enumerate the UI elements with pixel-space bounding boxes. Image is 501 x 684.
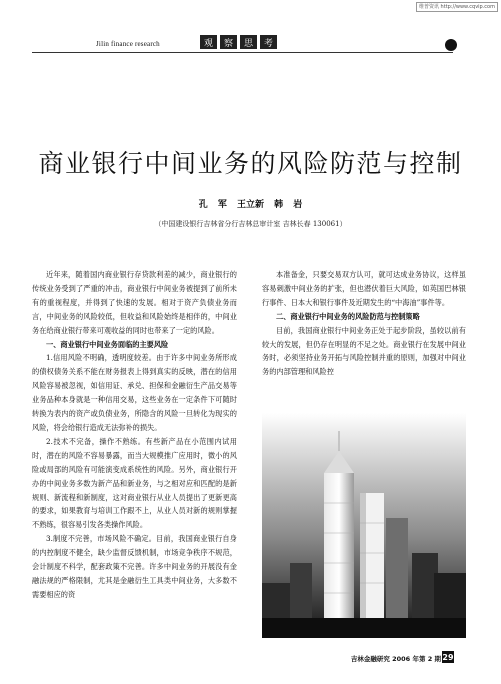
header-rule <box>32 52 453 53</box>
paragraph: 目前，我国商业银行中间业务正处于起步阶段，虽较以前有较大的发展，但仍存在明显的不足之处。商业银行在发展中间业务时，必须坚持业务开拓与风险控制并重的原则，加强对中间业务的内部管理和风险控 <box>262 325 466 377</box>
header-dot-icon <box>445 39 457 51</box>
section-tag: 观 <box>200 35 217 49</box>
left-column <box>32 268 237 602</box>
page-number: 29 <box>442 652 454 662</box>
paragraph: 1.信用风险不明确，透明度较差。由于许多中间业务所形成的债权债务关系不能在财务报表上得到真实的反映，潜在的信用风险容易被忽视，如信用证、承兑、担保和金融衍生产品交易等业务品种本身就是一种信用交易，这些业务在一定条件下可随时转换为表内的资产或负债业务，所隐含的风险一旦转化为现实的风险，将会给银行造成无法弥补的损失。 <box>32 353 237 432</box>
section-tags <box>200 35 277 49</box>
skyscraper-photo <box>262 413 466 638</box>
watermark: 维普资讯 http://www.cqvip.com <box>416 2 498 12</box>
right-column <box>262 268 466 379</box>
footer-journal-issue: 吉林金融研究 2006 年第 2 期 <box>350 655 441 663</box>
section-heading: 一、商业银行中间业务面临的主要风险 <box>46 339 169 349</box>
section-tag: 思 <box>240 35 257 49</box>
article-title: 商业银行中间业务的风险防范与控制 <box>38 149 463 178</box>
article-authors: 孔 军 王立新 韩 岩 <box>198 200 303 210</box>
section-heading: 二、商业银行中间业务的风险防范与控制策略 <box>276 311 420 321</box>
article-affiliation: （中国建设银行吉林省分行吉林总审计室 吉林长春 130061） <box>154 220 347 228</box>
section-tag: 察 <box>220 35 237 49</box>
section-tag: 考 <box>260 35 277 49</box>
journal-name: Jilin finance research <box>96 40 160 48</box>
paragraph: 2.技术不完备，操作不熟练。有些新产品在小范围内试用时，潜在的风险不容易暴露，而当大规模推广应用时，微小的风险或局部的风险有可能演变成系统性的风险。另外，商业银行开办的中间业务多数为新产品和新业务，与之相对应和匹配的是新规则、新流程和新制度，这对商业银行从业人员提出了更新更高的要求，如果教育与培训工作跟不上，从业人员对新的规则掌握不熟练，很容易引发各类操作风险。 <box>32 436 237 530</box>
paragraph: 3.制度不完善，市场风险不确定。目前，我国商业银行自身的内控制度不健全，缺少监督反馈机制，市场竞争秩序不规范，会计制度不科学，配套政策不完善。许多中间业务的开展没有金融法规的严格限制，尤其是金融衍生工具类中间业务，大多数不需要相应的资 <box>32 534 237 599</box>
paragraph: 本准备金，只要交易双方认可，就可达成业务协议，这样虽容易刺激中间业务的扩张，但也潜伏着巨大风险，如英国巴林银行事件、日本大和银行事件及近期发生的“中海油”事件等。 <box>262 270 466 307</box>
paragraph: 近年来，随着国内商业银行存贷款利差的减少，商业银行的传统业务受到了严重的冲击，商业银行中间业务被提到了前所未有的重视程度，并得到了快速的发展。相对于资产负债业务而言，中间业务的风险较低，但收益和风险始终是相伴的，中间业务在给商业银行带来可观收益的同时也带来了一定的风险。 <box>32 270 237 335</box>
